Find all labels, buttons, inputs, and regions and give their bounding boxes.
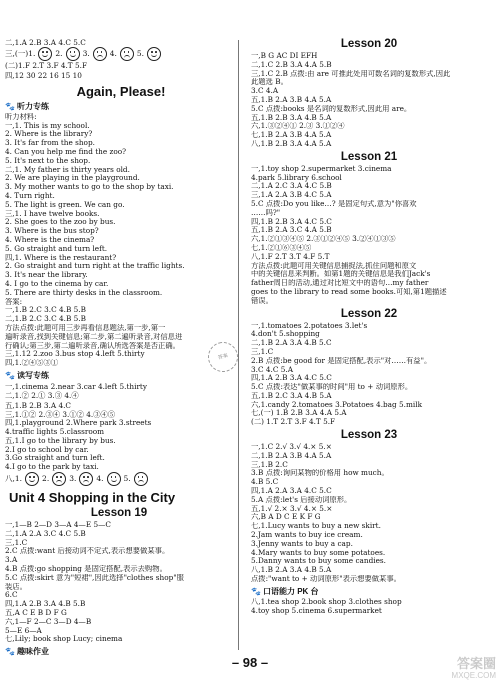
sad-face-icon	[134, 472, 148, 486]
answer-line: 三,1.B 2.C	[251, 460, 288, 469]
answer-line: 4. Turn right.	[5, 192, 55, 201]
paw-icon: 🐾	[5, 647, 15, 657]
unit-title: Unit 4 Shopping in the City	[9, 489, 176, 505]
right-column	[251, 38, 487, 615]
answer-line: 4.B 点拨:go shopping 是固定搭配,表示去购物。	[5, 564, 167, 573]
answer-line: 二,1.B 2.A 3.A 4.B 5.C	[251, 339, 332, 348]
oral-lines	[251, 598, 487, 616]
answer-line: 遍听录音,找到关键信息;第二步,第二遍听录音,对信息进	[5, 332, 183, 341]
lesson-21-lines	[251, 165, 487, 306]
answer-line: 3.B 点拨:询问某物的价格用 how much。	[251, 469, 389, 478]
reading-lines	[5, 382, 233, 419]
answer-line: 二,1.② 2.① 3.③ 4.④	[5, 391, 79, 401]
faces-row-2	[5, 472, 233, 486]
paw-icon: 🐾	[251, 586, 261, 596]
answer-line: 5.Danny wants to buy some candies.	[251, 557, 386, 566]
answer-line: 四,1.A 2.B 3.A 4.C 5.C	[251, 374, 332, 383]
answer-line: 五,A C E B D F G	[5, 608, 67, 617]
faces-prefix: 八,1.	[5, 473, 23, 483]
oral-section-head	[251, 586, 487, 597]
answer-line: 3. It's near the library.	[5, 271, 88, 280]
answer-line: 4. Can you help me find the zoo?	[5, 148, 127, 157]
answer-line: 5.C 点拨:books 是名词的复数形式,因此用 are。	[251, 104, 412, 113]
listening-head-text: 听力专练	[16, 101, 49, 111]
answer-line: 4.B 5.C	[251, 478, 279, 487]
lesson-20-lines	[251, 52, 487, 149]
answer-line: 5.C 点拨:表达"做某事的时间"用 to + 动词原形。	[251, 383, 413, 392]
answer-line: 八,1.B 2.A 3.A 4.B 5.A	[251, 566, 332, 575]
answer-line: 三,1.C	[251, 347, 274, 356]
sad-face-icon	[79, 472, 93, 486]
answer-line: 三,1.C 2.B 点拨:由 are 可推此处用可数名词的复数形式,因此	[251, 69, 451, 78]
faces-row-1	[5, 47, 233, 61]
answer-line: 七,(一) 1.B 2.B 3.A 4.A 5.A	[251, 409, 347, 418]
sad-face-icon	[120, 47, 134, 61]
answer-line: 三,1.A 2.A 3.B 4.C 5.A	[251, 191, 332, 200]
answer-line: 一,B G AC DI EFH	[251, 52, 318, 60]
answer-line: 3. My mother wants to go to the shop by taxi.	[5, 183, 174, 192]
after-faces-lines	[5, 61, 233, 80]
answer-line: 四,1. Where is the restaurant?	[5, 253, 117, 262]
answer-line: 一,1.C 2.√ 3.√ 4.× 5.×	[251, 443, 332, 452]
answer-line: 八,1.B 2.B 3.A 4.A 5.A	[251, 139, 332, 148]
answer-line: father周日的活动,通过对比短文中的语句…my father	[251, 279, 429, 288]
answer-line: goes to the library to read some books.可知,第1题描述	[251, 287, 447, 296]
answer-line: 4.traffic lights 5.classroom	[5, 427, 105, 436]
answer-line: 4. Where is the cinema?	[5, 236, 95, 245]
answer-line: 2.C 点拨:want 后接动词不定式,表示想要做某事。	[5, 547, 170, 556]
answer-line: 答案:	[5, 297, 23, 306]
oral-head-text: 口语能力 PK 台	[262, 586, 319, 596]
answer-line: 方法点拨:此题可用三步再看信息题法,第一步,第一	[5, 324, 166, 333]
vocab-lines	[5, 419, 233, 472]
answer-stamp: 答案	[205, 339, 242, 376]
answer-line: 听力材料:	[5, 112, 37, 121]
answer-line: 5. It's next to the shop.	[5, 156, 91, 165]
lesson-19-lines	[5, 521, 233, 644]
watermark-url: MXQE.COM	[451, 671, 496, 680]
answer-line: 中的关键信息来判断。如第1题的关键信息是我们Jack's	[251, 270, 431, 279]
answer-line: 2.B 点拨:be good for 是固定搭配,表示"对……有益"。	[251, 356, 432, 365]
smiley-face-icon	[25, 472, 39, 486]
answer-line: 六,1.③②④① 2.③ 3.①②④	[251, 122, 345, 131]
answer-line: 3.C 4.C 5.A	[251, 365, 293, 374]
answer-line: 七,1.Lucy wants to buy a new skirt.	[251, 522, 381, 531]
face-label: 2.	[55, 49, 63, 59]
answer-line: 错误。	[251, 296, 273, 305]
answer-line: 七,1.②①⑥③④⑤	[251, 243, 312, 252]
sad-face-icon	[93, 47, 107, 61]
answer-line: 4.park 5.library 6.school	[251, 173, 342, 182]
answer-line: 2. She goes to the zoo by bus.	[5, 218, 116, 227]
answer-line: 2. Go straight and turn right at the traffic lights.	[5, 262, 185, 271]
answer-line: 六,1.candy 2.tomatoes 3.Potatoes 4.bag 5.milk	[251, 400, 422, 409]
answer-line: 4.Mary wants to buy some potatoes.	[251, 548, 386, 557]
column-divider	[238, 40, 239, 650]
lesson-21-title: Lesson 21	[340, 150, 398, 163]
answer-line: 七,Lily; book shop Lucy; cinema	[5, 635, 123, 644]
answer-line: 此题选 B。	[251, 78, 288, 87]
answer-line: 一,1—B 2—D 3—A 4—E 5—C	[5, 520, 111, 529]
answer-line: 方法点拨:此题可用关键信息捕捉法,抓住问题和原文	[251, 261, 417, 270]
answer-line: 5.A 点拨:let's 后接动词原形。	[251, 495, 352, 504]
answer-line: 五,1.B 2.B 3.A 4.C	[5, 400, 71, 410]
watermark-text: 答案圈	[456, 656, 496, 671]
answer-line: 八,1.tea shop 2.book shop 3.clothes shop	[251, 597, 402, 606]
answer-line: 点拨:"want to + 动词原形"表示想要做某事。	[251, 575, 401, 584]
answer-line: 四,1.A 2.B 3.A 4.B 5.B	[5, 600, 86, 609]
smiley-face-icon	[147, 47, 161, 61]
answer-line: 五,1.B 2.B 3.A 4.B 5.A	[251, 113, 332, 122]
answer-line: 五,1.B 2.C 3.A 4.B 5.A	[251, 391, 332, 400]
answer-line: 6.C	[5, 591, 18, 600]
answer-line: 5. Go straight and turn left.	[5, 244, 108, 253]
answer-line: 4. I go to the cinema by car.	[5, 280, 109, 289]
answer-line: 三,1.12 2.zoo 3.bus stop 4.left 5.thirty	[5, 350, 145, 359]
answer-line: 3.Jenny wants to buy a cap.	[251, 539, 353, 548]
answer-line: 二,1.A 2.B 3.A 4.C 5.C	[5, 38, 86, 47]
face-label: 4.	[109, 49, 117, 59]
answer-line: 二,1.B 2.C 3.C 4.B 5.B	[5, 315, 86, 324]
answer-line: 4.don't 5.shopping	[251, 330, 320, 339]
face-label: 5.	[136, 49, 145, 59]
lesson-20-title: Lesson 20	[340, 38, 398, 50]
watermark-logo	[452, 658, 496, 682]
answer-line: 六,1.②①③④⑤ 2.③①②④⑤ 3.②④①③⑤	[251, 235, 396, 244]
paw-icon: 🐾	[5, 371, 15, 380]
answer-line: 2.Jam wants to buy ice cream.	[251, 531, 363, 540]
answer-line: 四,12 30 22 16 15 10	[5, 70, 82, 80]
answer-line: ……吗?"	[251, 208, 281, 217]
answer-line: 3.C 4.A	[251, 87, 279, 96]
fun-head-text: 趣味作业	[16, 647, 49, 657]
answer-line: 二,1. My father is thirty years old.	[5, 165, 130, 174]
smiley-face-icon	[38, 47, 52, 61]
lesson-23-lines	[251, 443, 487, 584]
lesson-22-title: Lesson 22	[340, 307, 398, 320]
answer-line: 二,1.A 2.C 3.A 4.C 5.B	[251, 182, 332, 191]
face-label: 4.	[96, 473, 104, 483]
answer-line: 5.C 点拨:skirt 意为"短裙",因此选择"clothes shop"服	[5, 573, 184, 582]
smiley-face-icon	[66, 47, 80, 61]
answer-line: 3.Go straight and turn left.	[5, 454, 105, 463]
answer-line: 六,1—F 2—C 3—D 4—B	[5, 617, 92, 626]
listening-lines	[5, 113, 233, 368]
answer-line: 三,1. I have twelve books.	[5, 209, 100, 218]
answer-line: (二) 1.T 2.T 3.F 4.T 5.F	[251, 418, 336, 427]
review-title: Again, Please!	[76, 83, 166, 99]
answer-line: 二,1.A 2.A 3.C 4.C 5.B	[5, 529, 86, 538]
answer-line: 一,1.cinema 2.near 3.car 4.left 5.thirty	[5, 382, 147, 391]
answer-line: 四,1.A 2.A 3.A 4.C 5.C	[251, 487, 332, 496]
answer-line: 四,1.playground 2.Where park 3.streets	[5, 419, 152, 428]
page-number: – 98 –	[231, 655, 269, 670]
answer-line: 5.C 点拨:Do you like…? 是固定句式,意为"你喜欢	[251, 199, 417, 208]
answer-line: 六,B A D C E K F G	[251, 513, 321, 522]
answer-line: 3. It's far from the shop.	[5, 139, 95, 148]
answer-line: 装店。	[5, 582, 27, 591]
answer-line: 3. Where is the bus stop?	[5, 227, 99, 236]
answer-line: 5—E 6—A	[5, 626, 42, 635]
answer-line: 一,1.toy shop 2.supermarket 3.cinema	[251, 164, 392, 173]
answer-line: 4.I go to the park by taxi.	[5, 463, 99, 472]
face-label: 5.	[123, 473, 131, 483]
answer-line: 三,1.①② 2.③④ 3.①② 4.③④⑤	[5, 409, 116, 419]
face-label: 3.	[82, 49, 90, 59]
reading-head-text: 读写专练	[16, 371, 49, 380]
reading-section-head	[5, 370, 233, 381]
answer-line: 一,1. This is my school.	[5, 121, 90, 130]
answer-line: 4.toy shop 5.cinema 6.supermarket	[251, 606, 382, 615]
left-top-answers	[5, 38, 233, 47]
answer-line: 七,1.B 2.A 3.B 4.A 5.A	[251, 131, 332, 140]
answer-line: 五,1.I go to the library by bus.	[5, 436, 116, 445]
answer-line: 五,1.B 2.A 3.B 4.A 5.A	[251, 95, 332, 104]
answer-line: 行确认;第三步,第二遍听录音,确认所选答案是否正确。	[5, 341, 180, 350]
listening-section-head	[5, 101, 233, 112]
answer-line: 3.A	[5, 556, 18, 565]
answer-line: 5. The light is green. We can go.	[5, 200, 125, 209]
answer-line: 二,1.B 2.A 3.B 4.A 5.A	[251, 451, 332, 460]
faces-prefix: 三,(一)1.	[5, 49, 36, 59]
answer-line: 五,1.√ 2.× 3.√ 4.× 5.×	[251, 504, 333, 513]
answer-line: 2. We are playing in the playground.	[5, 174, 140, 183]
lesson-22-lines	[251, 322, 487, 428]
answer-line: 三,1.C	[5, 538, 28, 547]
answer-line: 一,1.tomatoes 2.potatoes 3.let's	[251, 321, 368, 330]
sad-face-icon	[52, 472, 66, 486]
lesson-19-title: Lesson 19	[90, 506, 148, 519]
answer-line: 5. There are thirty desks in the classroom.	[5, 288, 163, 297]
answer-line: 四,1.B 2.B 3.A 4.C 5.C	[251, 217, 332, 226]
face-label: 3.	[69, 473, 77, 483]
answer-line: 二,1.C 2.B 3.A 4.A 5.B	[251, 60, 332, 69]
answer-line: 一,1.B 2.C 3.C 4.B 5.B	[5, 306, 86, 315]
answer-line: 五,1.B 2.A 3.C 4.A 5.B	[251, 226, 332, 235]
answer-line: 2. Where is the library?	[5, 130, 93, 139]
face-label: 2.	[42, 473, 50, 483]
paw-icon: 🐾	[5, 101, 15, 111]
smiley-face-icon	[107, 472, 121, 486]
answer-line: 四,1.②④⑤③①	[5, 359, 59, 368]
answer-line: (二)1.F 2.T 3.F 4.T 5.F	[5, 61, 88, 71]
lesson-23-title: Lesson 23	[340, 429, 398, 442]
answer-line: 2.I go to school by car.	[5, 445, 89, 454]
left-column	[5, 38, 233, 658]
answer-line: 八,1.F 2.T 3.T 4.F 5.T	[251, 252, 330, 261]
